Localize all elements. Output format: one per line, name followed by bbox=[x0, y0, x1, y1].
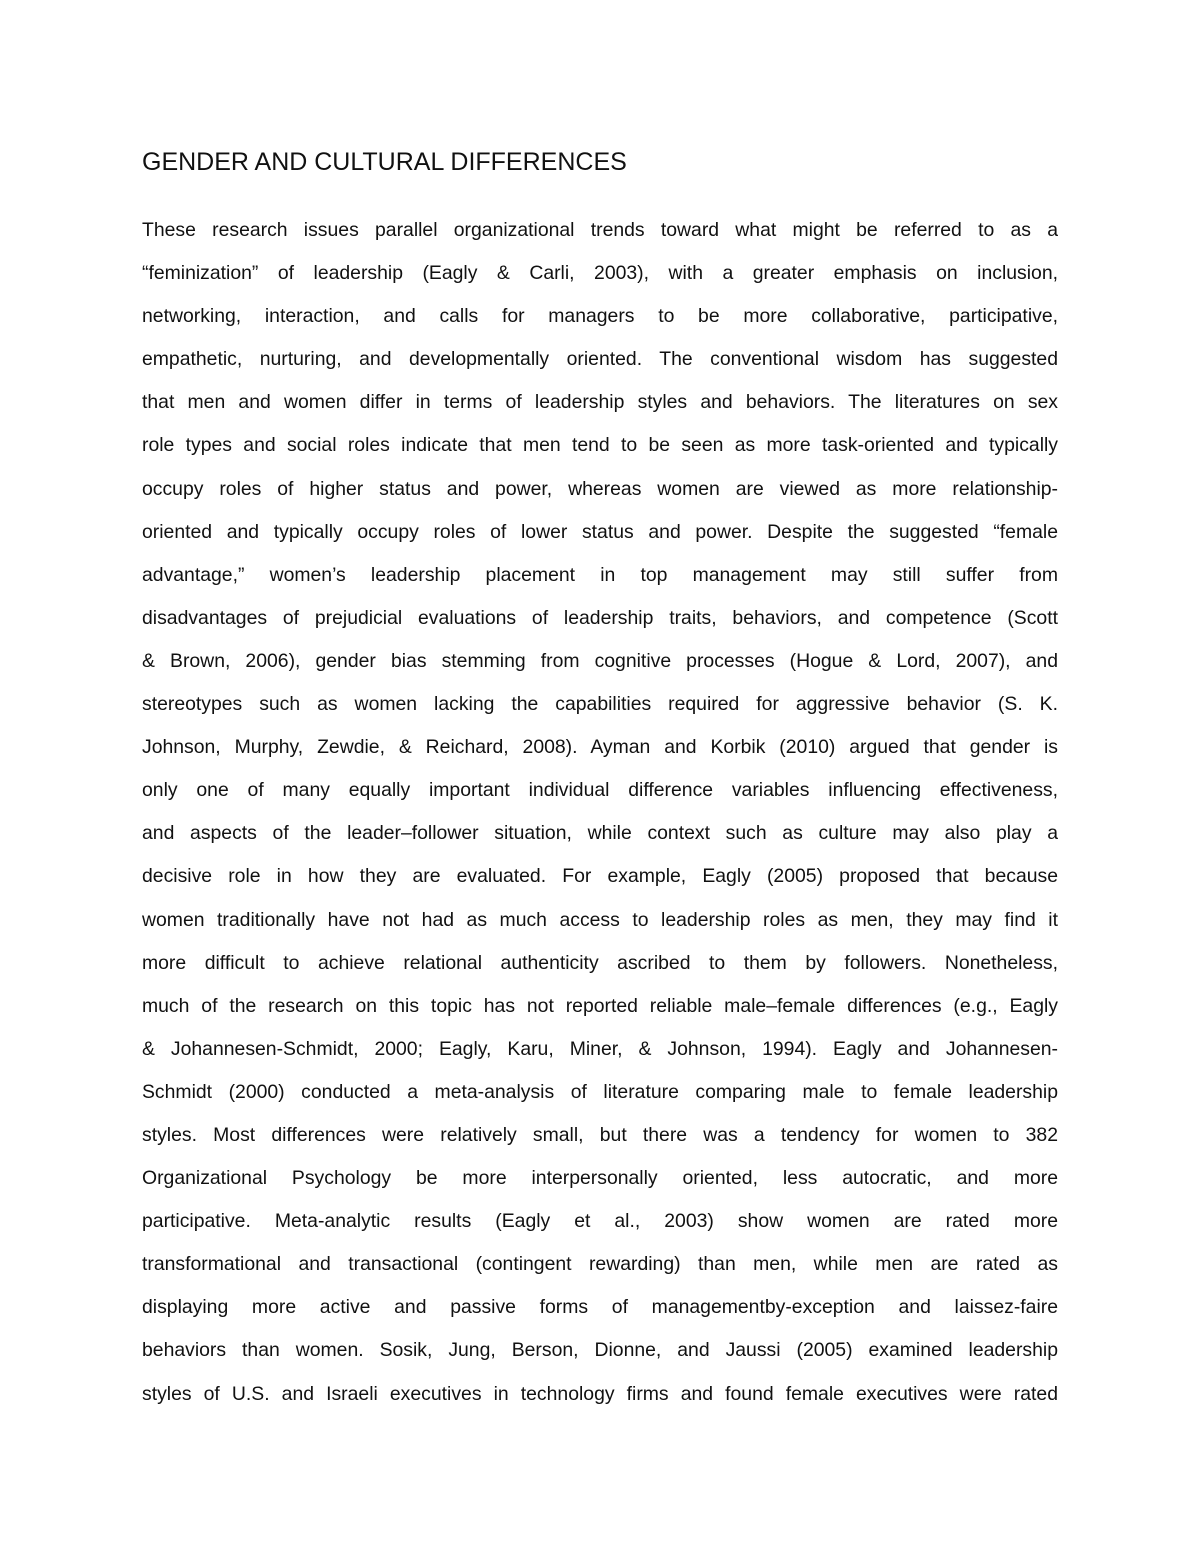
paragraph-line: disadvantages of prejudicial evaluations of leadership traits, behaviors, and competence (Scott bbox=[142, 606, 1058, 629]
paragraph-line: advantage,” women’s leadership placement in top management may still suffer from bbox=[142, 563, 1058, 586]
section-heading: GENDER AND CULTURAL DIFFERENCES bbox=[142, 148, 627, 176]
paragraph-line: stereotypes such as women lacking the capabilities required for aggressive behavior (S. K. bbox=[142, 693, 1058, 716]
paragraph-line: only one of many equally important individual difference variables influencing effectiveness, bbox=[142, 779, 1058, 802]
paragraph-line: transformational and transactional (contingent rewarding) than men, while men are rated as bbox=[142, 1253, 1058, 1276]
paragraph-line: oriented and typically occupy roles of lower status and power. Despite the suggested “female bbox=[142, 520, 1058, 543]
body-paragraph bbox=[142, 209, 1058, 1416]
paragraph-line: & Brown, 2006), gender bias stemming from cognitive processes (Hogue & Lord, 2007), and bbox=[142, 649, 1058, 672]
paragraph-line: displaying more active and passive forms of managementby-exception and laissez-faire bbox=[142, 1296, 1058, 1319]
paragraph-line: more difficult to achieve relational authenticity ascribed to them by followers. Nonetheless, bbox=[142, 951, 1058, 974]
paragraph-line: Johnson, Murphy, Zewdie, & Reichard, 2008). Ayman and Korbik (2010) argued that gender is bbox=[142, 736, 1058, 759]
paragraph-line: that men and women differ in terms of leadership styles and behaviors. The literatures on sex bbox=[142, 391, 1058, 414]
paragraph-line: behaviors than women. Sosik, Jung, Berson, Dionne, and Jaussi (2005) examined leadership bbox=[142, 1339, 1058, 1362]
paragraph-line: women traditionally have not had as much access to leadership roles as men, they may find it bbox=[142, 908, 1058, 931]
paragraph-line: Schmidt (2000) conducted a meta-analysis of literature comparing male to female leadership bbox=[142, 1080, 1058, 1103]
paragraph-line: & Johannesen-Schmidt, 2000; Eagly, Karu, Miner, & Johnson, 1994). Eagly and Johannesen- bbox=[142, 1037, 1058, 1060]
paragraph-line: empathetic, nurturing, and developmentally oriented. The conventional wisdom has suggested bbox=[142, 348, 1058, 371]
paragraph-line: much of the research on this topic has not reported reliable male–female differences (e.g., Eagly bbox=[142, 994, 1058, 1017]
paragraph-line: styles. Most differences were relatively small, but there was a tendency for women to 382 bbox=[142, 1123, 1058, 1146]
paragraph-line: Organizational Psychology be more interpersonally oriented, less autocratic, and more bbox=[142, 1167, 1058, 1190]
paragraph-line: participative. Meta-analytic results (Eagly et al., 2003) show women are rated more bbox=[142, 1210, 1058, 1233]
paragraph-line: These research issues parallel organizational trends toward what might be referred to as a bbox=[142, 219, 1058, 241]
paragraph-line: networking, interaction, and calls for managers to be more collaborative, participative, bbox=[142, 305, 1058, 328]
paragraph-line: occupy roles of higher status and power, whereas women are viewed as more relationship- bbox=[142, 477, 1058, 500]
paragraph-line: styles of U.S. and Israeli executives in technology firms and found female executives were rated bbox=[142, 1382, 1058, 1405]
paragraph-line: decisive role in how they are evaluated. For example, Eagly (2005) proposed that because bbox=[142, 865, 1058, 888]
paragraph-line: “feminization” of leadership (Eagly & Carli, 2003), with a greater emphasis on inclusion, bbox=[142, 262, 1058, 285]
paragraph-line: role types and social roles indicate that men tend to be seen as more task-oriented and typically bbox=[142, 434, 1058, 457]
paragraph-line: and aspects of the leader–follower situation, while context such as culture may also play a bbox=[142, 822, 1058, 845]
